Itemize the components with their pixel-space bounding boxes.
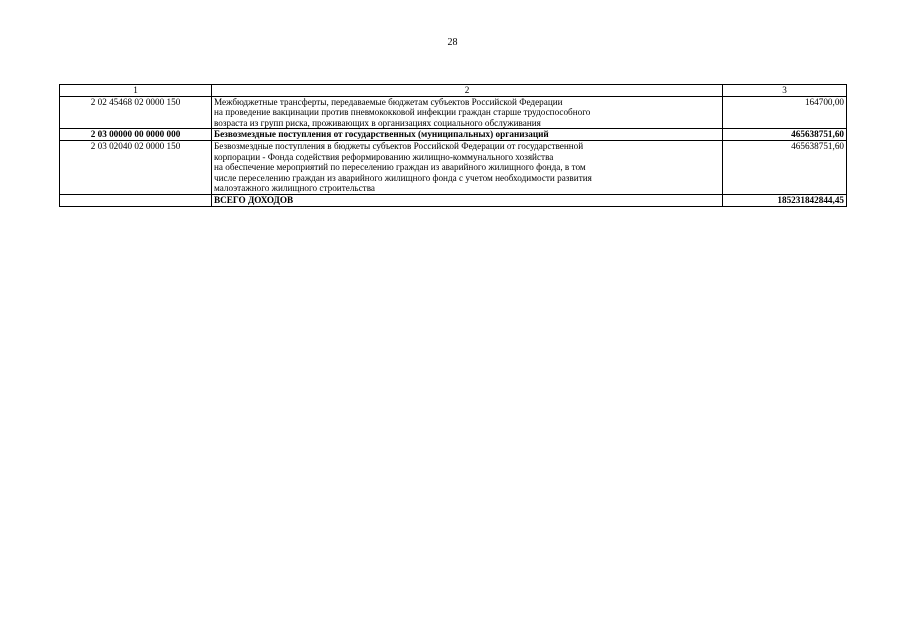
table-row (60, 129, 847, 141)
description-line: на проведение вакцинации против пневмококковой инфекции граждан старше трудоспособного (214, 107, 591, 118)
description-line: возраста из групп риска, проживающих в организациях социального обслуживания (214, 117, 541, 128)
revenue-amount: 465638751,60 (723, 129, 847, 141)
total-label (212, 194, 723, 206)
revenue-description (212, 129, 723, 141)
column-number-3: 3 (723, 85, 847, 97)
budget-code: 2 02 45468 02 0000 150 (60, 96, 212, 129)
budget-code: 2 03 02040 02 0000 150 (60, 140, 212, 194)
column-number-1: 1 (60, 85, 212, 97)
revenue-amount: 164700,00 (723, 96, 847, 129)
description-line: Безвозмездные поступления в бюджеты субъектов Российской Федерации от государственной (214, 140, 584, 151)
description-line: числе переселению граждан из аварийного жилищного фонда с учетом необходимости развития (214, 172, 592, 183)
page-number: 28 (447, 37, 458, 48)
description-line: Межбюджетные трансферты, передаваемые бюджетам субъектов Российской Федерации (214, 96, 563, 107)
description-line: корпорации - Фонда содействия реформированию жилищно-коммунального хозяйства (214, 151, 554, 162)
description-line: ВСЕГО ДОХОДОВ (214, 194, 294, 205)
revenue-amount: 465638751,60 (723, 140, 847, 194)
table-row (60, 96, 847, 129)
table-header-row (60, 85, 847, 97)
column-number-2: 2 (212, 85, 723, 97)
budget-code: 2 03 00000 00 0000 000 (60, 129, 212, 141)
revenue-description (212, 96, 723, 129)
budget-code (60, 194, 212, 206)
total-amount: 185231842844,45 (723, 194, 847, 206)
revenue-description (212, 140, 723, 194)
description-line: Безвозмездные поступления от государственных (муниципальных) организаций (214, 129, 549, 140)
description-line: малоэтажного жилищного строительства (214, 183, 375, 194)
total-row (60, 194, 847, 206)
table-row (60, 140, 847, 194)
description-line: на обеспечение мероприятий по переселению граждан из аварийного жилищного фонда, в том (214, 162, 586, 173)
revenue-table (59, 84, 847, 207)
